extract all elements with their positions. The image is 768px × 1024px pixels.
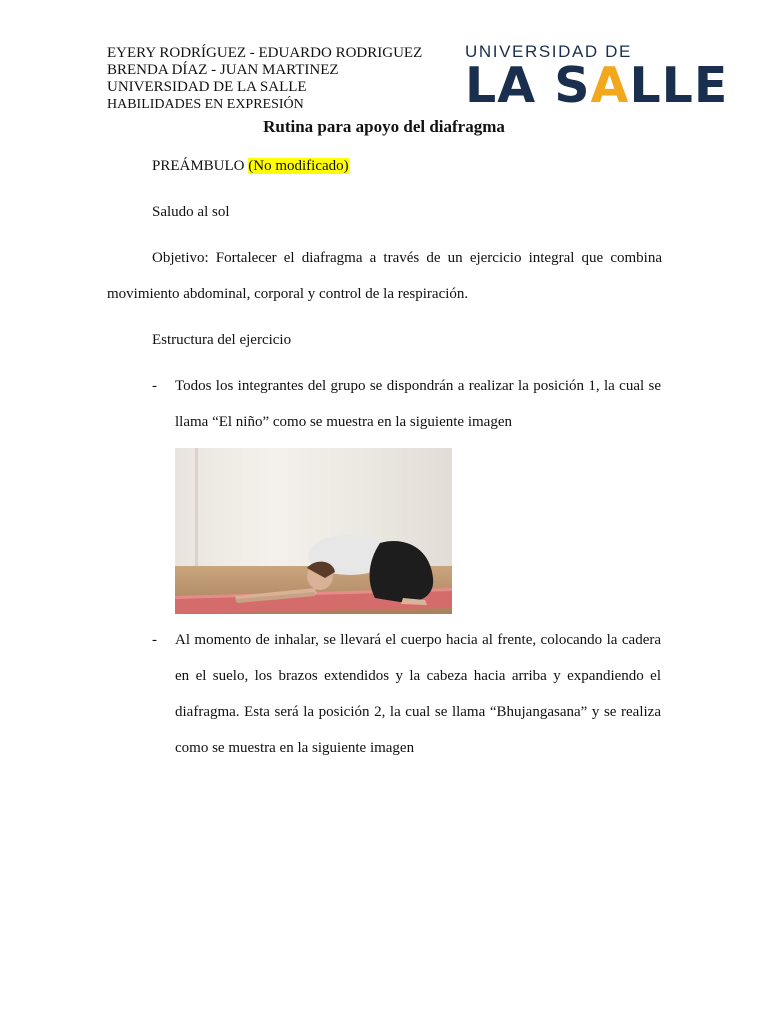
header-line: EYERY RODRÍGUEZ - EDUARDO RODRIGUEZ: [107, 45, 423, 61]
star-icon: [585, 68, 645, 112]
header-line: HABILIDADES EN EXPRESIÓN: [107, 97, 304, 112]
header-authors: [107, 45, 422, 113]
preamble-label: PREÁMBULO: [152, 158, 245, 174]
objective-line-1: Objetivo: Fortalecer el diafragma a través de un ejercicio integral que combina: [152, 250, 662, 266]
preamble-note: (No modificado): [248, 158, 349, 174]
logo-top-text: UNIVERSIDAD DE: [465, 42, 632, 61]
bullet-marker: -: [152, 632, 157, 648]
preamble-line: [152, 158, 662, 175]
objective-line-2: movimiento abdominal, corporal y control de la respiración.: [107, 286, 469, 302]
document-title: Rutina para apoyo del diafragma: [263, 117, 505, 136]
bullet-2-line-1: Al momento de inhalar, se llevará el cuerpo hacia al frente, colocando la cadera: [175, 632, 661, 648]
subtitle: Saludo al sol: [152, 204, 230, 220]
bullet-1-line-2: llama “El niño” como se muestra en la siguiente imagen: [175, 414, 512, 430]
logo-big-text: LA SALLE: [465, 57, 729, 114]
structure-heading: Estructura del ejercicio: [152, 332, 292, 348]
logo-accent-letter: A: [590, 57, 630, 114]
header-line: BRENDA DÍAZ - JUAN MARTINEZ: [107, 62, 339, 78]
bullet-1-line-1: Todos los integrantes del grupo se dispondrán a realizar la posición 1, la cual se: [175, 378, 661, 394]
header-line: UNIVERSIDAD DE LA SALLE: [107, 79, 307, 95]
bullet-2-line-4: como se muestra en la siguiente imagen: [175, 740, 415, 756]
bullet-marker: -: [152, 378, 157, 394]
childs-pose-photo: [175, 448, 452, 614]
bullet-2-line-2: en el suelo, los brazos extendidos y la cabeza hacia arriba y expandiendo el: [175, 668, 661, 684]
bullet-2-line-3: diafragma. Esta será la posición 2, la cual se llama “Bhujangasana” y se realiza: [175, 704, 661, 720]
university-logo: [465, 42, 729, 114]
